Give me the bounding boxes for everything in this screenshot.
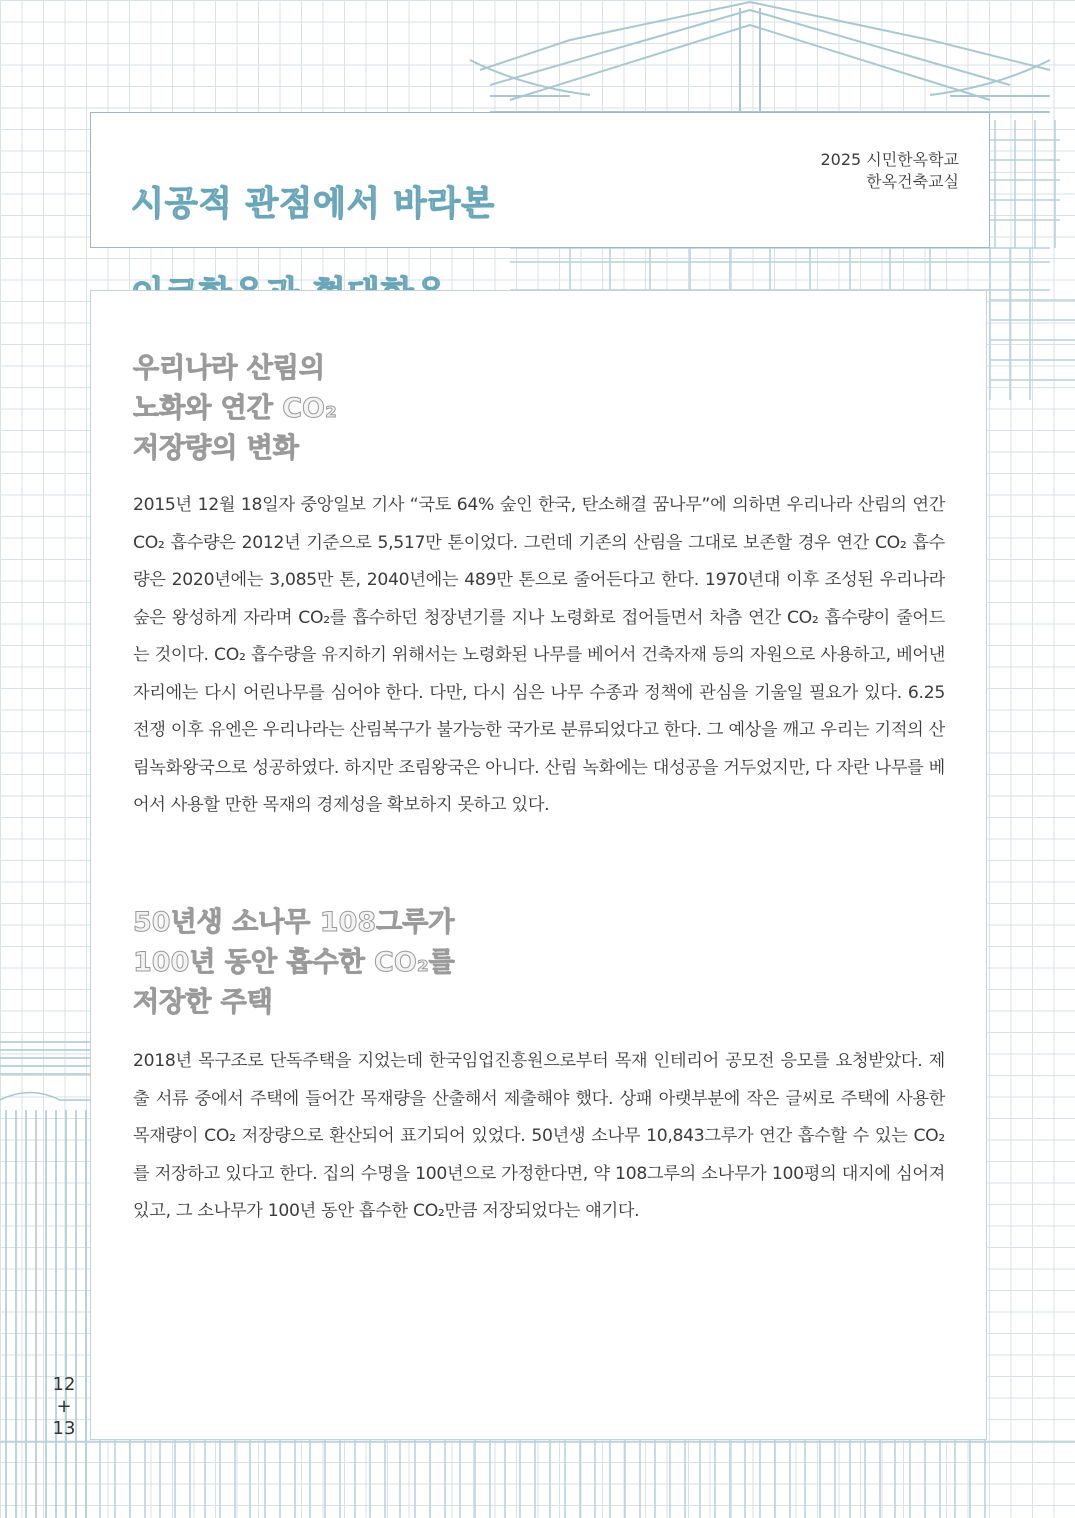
organization-label — [820, 149, 959, 193]
organization-line-1: 2025 시민한옥학교 — [820, 150, 959, 169]
page-title-line-1: 시공적 관점에서 바라본 — [131, 184, 496, 224]
article-body — [90, 290, 987, 1440]
page-number-right: 13 — [52, 1418, 76, 1439]
section-2-paragraph: 2018년 목구조로 단독주택을 지었는데 한국임업진흥원으로부터 목재 인테리어 공모전 응모를 요청받았다. 제출 서류 중에서 주택에 들어간 목재량을 산출해서 제출해야 했다. 상패 아랫부분에 작은 글씨로 주택에 사용한 목재량이 CO₂ 저장량으로 환산되어 표기되어 있었다. 50년생 소나무 10,843그루가 연간 흡수할 수 있는 CO₂를 저장하고 있다고 한다. 집의 수명을 100년으로 가정한다면, 약 108그루의 소나무가 100평의 대지에 심어져 있고, 그 소나무가 100년 동안 흡수한 CO₂만큼 저장되었다는 얘기다. — [133, 1051, 945, 1221]
section-1-heading-line-2: 노화와 연간 CO₂ — [133, 393, 337, 424]
section-2-heading-line-3: 저장한 주택 — [133, 987, 273, 1018]
bottom-fence-illustration — [0, 1440, 1075, 1518]
page-number-left: 12 — [52, 1374, 76, 1395]
section-2-heading-line-2: 100년 동안 흡수한 CO₂를 — [133, 947, 455, 978]
section-1-heading-line-1: 우리나라 산림의 — [133, 353, 325, 384]
section-1-heading — [133, 349, 337, 469]
page-number — [48, 1374, 80, 1440]
header-box — [90, 112, 990, 248]
section-2-heading — [133, 903, 455, 1023]
page-number-separator: + — [56, 1396, 72, 1417]
section-1-heading-line-3: 저장량의 변화 — [133, 433, 299, 464]
section-1-paragraph: 2015년 12월 18일자 중앙일보 기사 “국토 64% 숲인 한국, 탄소해결 꿈나무”에 의하면 우리나라 산림의 연간 CO₂ 흡수량은 2012년 기준으로 5,517만 톤이었다. 그런데 기존의 산림을 그대로 보존할 경우 연간 CO₂ 흡수량은 2020년에는 3,085만 톤, 2040년에는 489만 톤으로 줄어든다고 한다. 1970년대 이후 조성된 우리나라 숲은 왕성하게 자라며 CO₂를 흡수하던 청장년기를 지나 노령화로 접어들면서 차츰 연간 CO₂ 흡수량이 줄어드는 것이다. CO₂ 흡수량을 유지하기 위해서는 노령화된 나무를 베어서 건축자재 등의 자원으로 사용하고, 베어낸 자리에는 다시 어린나무를 심어야 한다. 다만, 다시 심은 나무 수종과 정책에 관심을 기울일 필요가 있다. 6.25 전쟁 이후 유엔은 우리나라는 산림복구가 불가능한 국가로 분류되었다고 한다. 그 예상을 깨고 우리는 기적의 산림녹화왕국으로 성공하였다. 하지만 조림왕국은 아니다. 산림 녹화에는 대성공을 거두었지만, 다 자란 나무를 베어서 사용할 만한 목재의 경제성을 확보하지 못하고 있다. — [133, 495, 945, 815]
organization-line-2: 한옥건축교실 — [866, 172, 959, 191]
section-2-heading-line-1: 50년생 소나무 108그루가 — [133, 907, 455, 938]
